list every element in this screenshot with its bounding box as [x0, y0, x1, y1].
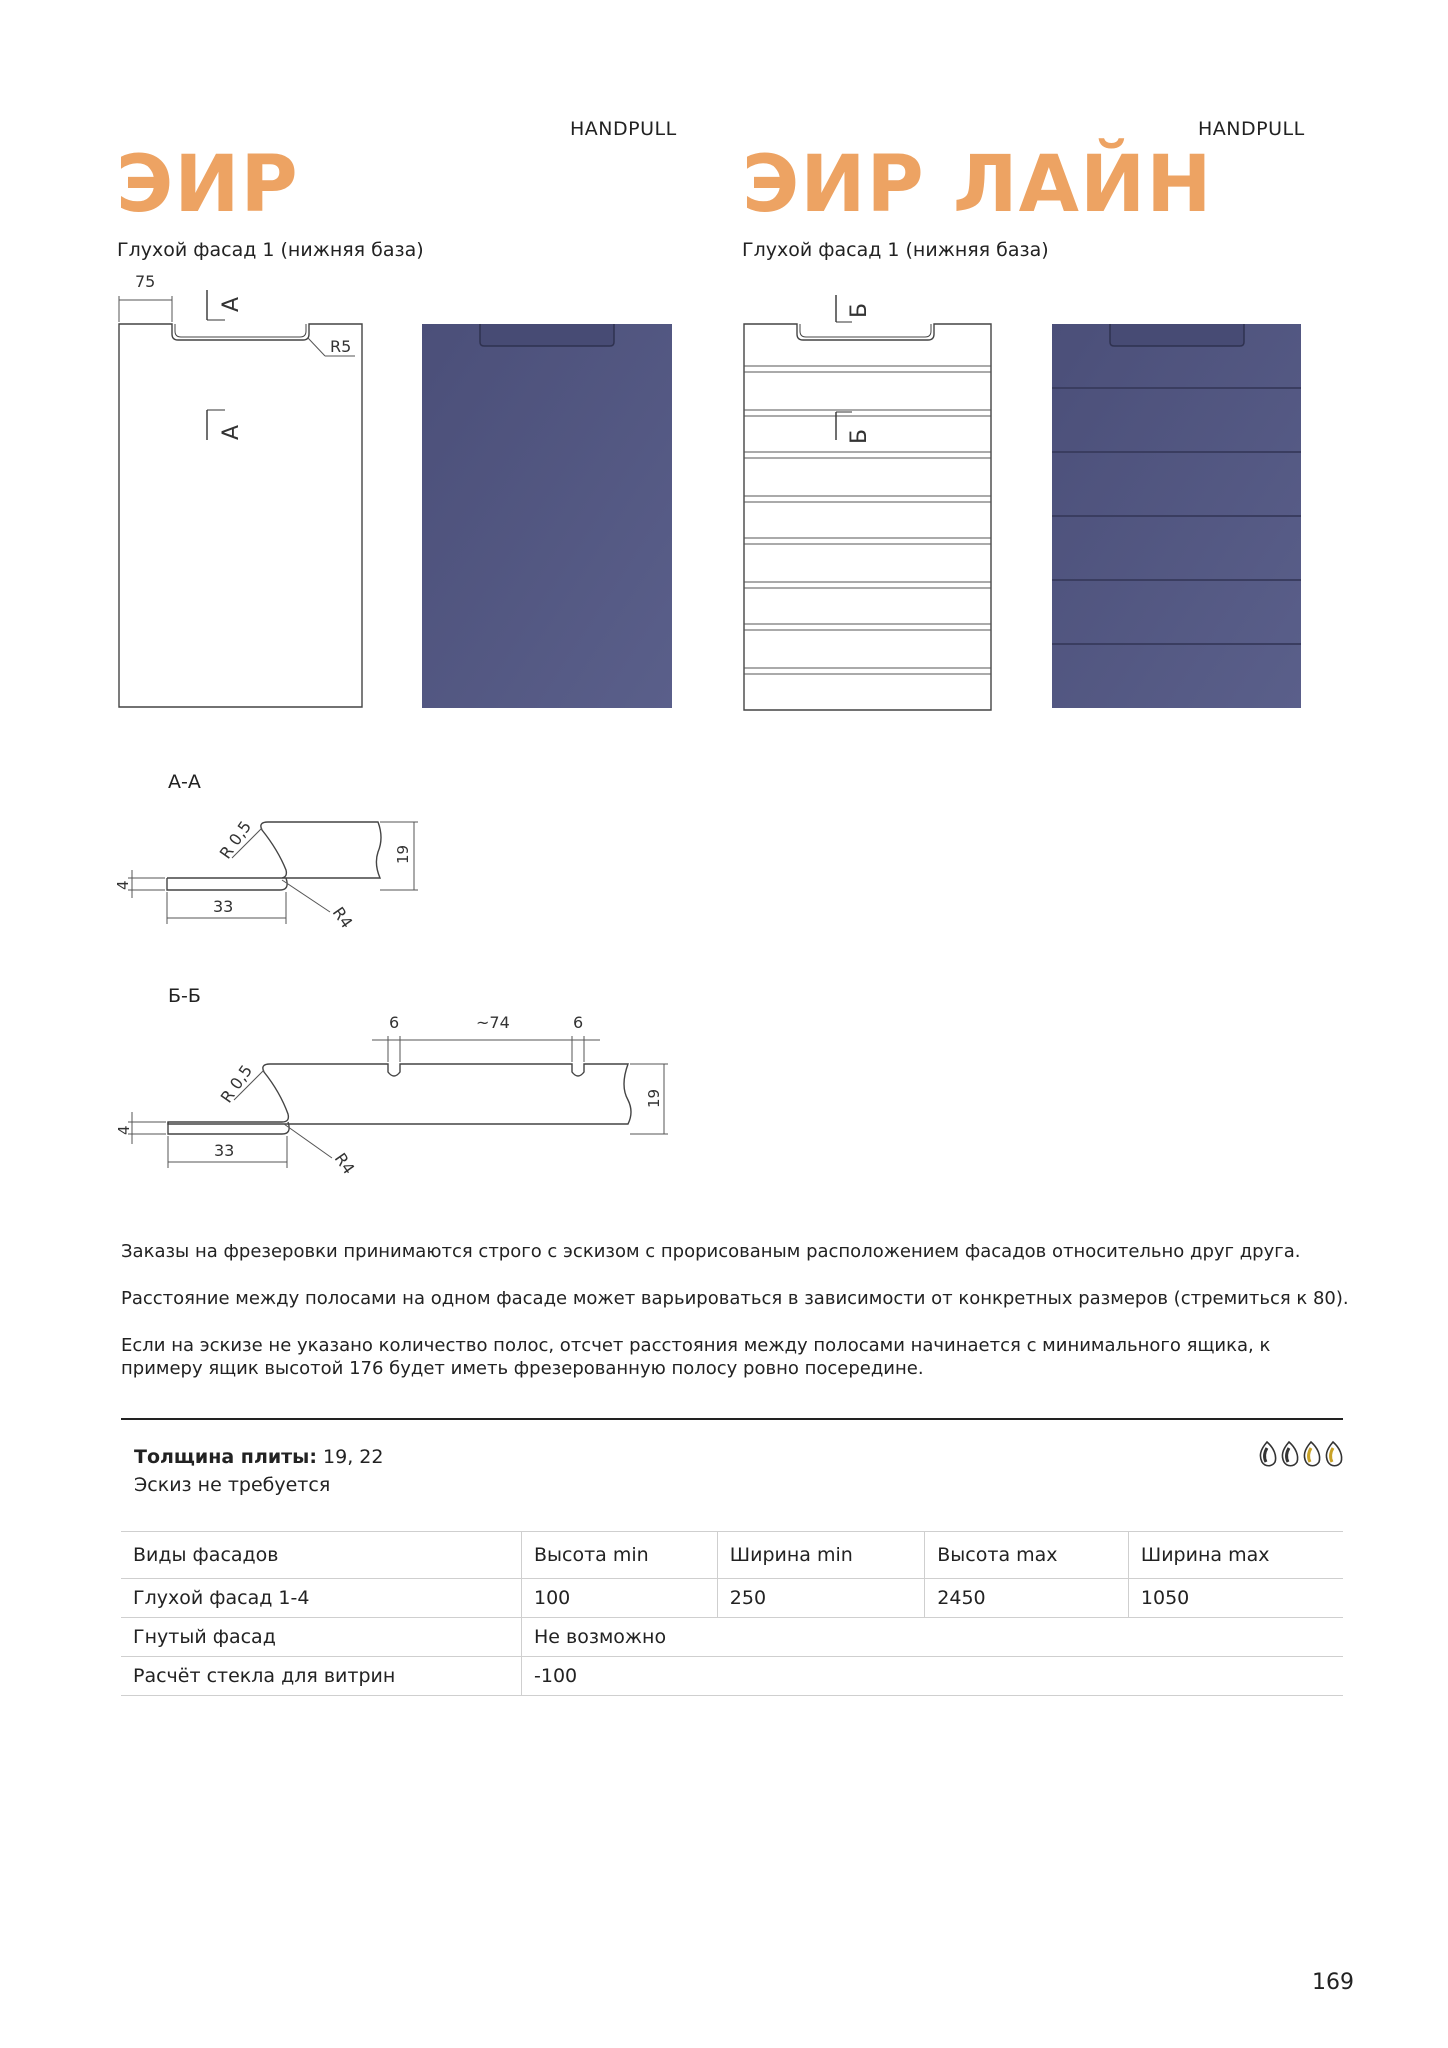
- table-row: [121, 1579, 1343, 1618]
- svg-text:6: 6: [573, 1013, 584, 1032]
- table-cell: -100: [522, 1657, 1344, 1696]
- svg-text:4: 4: [115, 1125, 133, 1135]
- svg-text:~74: ~74: [476, 1013, 510, 1032]
- air-line-section-b-top: Б: [847, 302, 872, 318]
- table-header: Виды фасадов: [121, 1532, 522, 1579]
- table-cell: Расчёт стекла для витрин: [121, 1657, 522, 1696]
- table-cell: 1050: [1128, 1579, 1343, 1618]
- table-header: Ширина max: [1128, 1532, 1343, 1579]
- divider: [121, 1418, 1343, 1420]
- table-cell: Не возможно: [522, 1618, 1344, 1657]
- table-cell: Гнутый фасад: [121, 1618, 522, 1657]
- table-cell: 100: [522, 1579, 718, 1618]
- note-3: Если на эскизе не указано количество полос, отсчет расстояния между полосами начинается с минимального ящика, к примеру ящик высотой 176 будет иметь фрезерованную полосу ровно посередине.: [121, 1335, 1271, 1379]
- drop-icon-fill: [1309, 1448, 1311, 1462]
- table-header-row: [121, 1532, 1343, 1579]
- left-subtitle: Глухой фасад 1 (нижняя база): [117, 239, 424, 261]
- svg-text:19: 19: [394, 844, 412, 864]
- svg-text:R4: R4: [330, 1149, 359, 1178]
- drop-icons: [1256, 1440, 1348, 1468]
- svg-text:R 0,5: R 0,5: [216, 1061, 257, 1107]
- right-tag: HANDPULL: [1198, 118, 1305, 140]
- drop-icon: [1304, 1442, 1319, 1466]
- section-bb-label: Б-Б: [168, 985, 201, 1007]
- svg-text:R4: R4: [328, 903, 357, 932]
- left-title: ЭИР: [116, 140, 299, 230]
- air-section-a-top: A: [219, 296, 244, 312]
- note-1: Заказы на фрезеровки принимаются строго с эскизом с прорисованым расположением фасадов относительно друг друга.: [121, 1241, 1301, 1262]
- table-header: Высота min: [522, 1532, 718, 1579]
- svg-text:33: 33: [213, 897, 234, 916]
- drop-icon: [1260, 1442, 1275, 1466]
- specs-block: [134, 1443, 383, 1499]
- air-dim-r5: R5: [330, 337, 352, 356]
- svg-text:4: 4: [114, 880, 132, 890]
- drop-icon: [1326, 1442, 1341, 1466]
- air-section-a-mid: A: [219, 424, 244, 440]
- air-line-section-b-mid: Б: [847, 428, 872, 444]
- table-header: Ширина min: [717, 1532, 924, 1579]
- table-row: [121, 1618, 1343, 1657]
- right-subtitle: Глухой фасад 1 (нижняя база): [742, 239, 1049, 261]
- svg-text:6: 6: [389, 1013, 400, 1032]
- thickness-label: Толщина плиты:: [134, 1446, 317, 1468]
- table-cell: 2450: [925, 1579, 1129, 1618]
- sketch-note: Эскиз не требуется: [134, 1474, 331, 1496]
- facade-spec-table: [121, 1531, 1343, 1696]
- right-title: ЭИР ЛАЙН: [742, 140, 1213, 230]
- drop-icon-fill: [1331, 1448, 1333, 1462]
- drop-icon: [1282, 1442, 1297, 1466]
- svg-text:R 0,5: R 0,5: [215, 817, 256, 863]
- page-number: 169: [1312, 1970, 1354, 1995]
- svg-text:19: 19: [645, 1088, 663, 1108]
- drop-icon-fill: [1287, 1448, 1289, 1462]
- air-dim-75: 75: [135, 272, 156, 291]
- svg-text:33: 33: [214, 1141, 235, 1160]
- note-2: Расстояние между полосами на одном фасаде может варьироваться в зависимости от конкретных размеров (стремиться к 80).: [121, 1288, 1349, 1309]
- drop-icon-fill: [1265, 1448, 1267, 1462]
- left-tag: HANDPULL: [570, 118, 677, 140]
- table-row: [121, 1657, 1343, 1696]
- table-cell: Глухой фасад 1-4: [121, 1579, 522, 1618]
- thickness-value: 19, 22: [323, 1446, 384, 1468]
- section-aa-label: А-А: [168, 771, 201, 793]
- table-header: Высота max: [925, 1532, 1129, 1579]
- table-cell: 250: [717, 1579, 924, 1618]
